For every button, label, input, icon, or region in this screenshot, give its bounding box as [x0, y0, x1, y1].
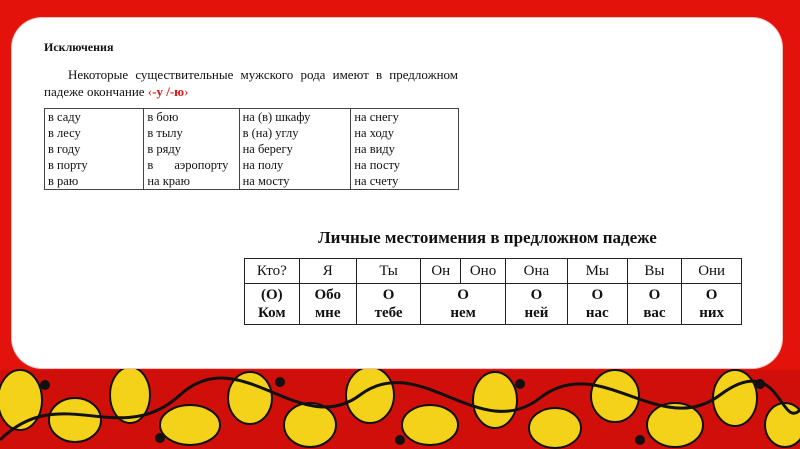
pronouns-title: Личные местоимения в предложном падеже	[318, 228, 657, 247]
table-row	[45, 173, 459, 190]
form-preposition: О	[457, 287, 469, 303]
table-cell: в порту	[45, 157, 144, 173]
form-word: тебе	[374, 305, 403, 321]
form-word: нас	[585, 305, 609, 321]
table-cell: в лесу	[45, 125, 144, 141]
pronoun-form	[299, 284, 356, 325]
pronoun-header: Я	[299, 259, 356, 284]
pronoun-form	[568, 284, 628, 325]
table-cell: на краю	[144, 173, 239, 190]
form-word: них	[699, 305, 725, 321]
table-row	[45, 125, 459, 141]
ending-close-bracket: ›	[184, 84, 189, 99]
table-cell: на счету	[351, 173, 459, 190]
table-cell: на берегу	[239, 141, 351, 157]
table-cell: в раю	[45, 173, 144, 190]
pronoun-form	[505, 284, 567, 325]
form-word: вас	[643, 305, 666, 321]
table-row	[45, 141, 459, 157]
pronoun-header: Он	[421, 259, 461, 284]
pronoun-header: Оно	[461, 259, 506, 284]
table-cell: в (на) углу	[239, 125, 351, 141]
form-word: Ком	[258, 305, 286, 321]
exceptions-table	[44, 108, 459, 190]
form-word: ней	[524, 305, 549, 321]
exceptions-paragraph	[44, 66, 458, 100]
pronoun-header: Мы	[568, 259, 628, 284]
table-cell: в бою	[144, 109, 239, 126]
table-cell: в ряду	[144, 141, 239, 157]
pronoun-header: Они	[682, 259, 742, 284]
form-preposition: О	[382, 287, 395, 303]
table-cell: на мосту	[239, 173, 351, 190]
exceptions-title: Исключения	[44, 40, 114, 54]
form-word: мне	[314, 305, 341, 321]
form-preposition: О	[648, 287, 661, 303]
table-cell: в тылу	[144, 125, 239, 141]
table-cell: на посту	[351, 157, 459, 173]
table-row	[245, 259, 742, 284]
form-preposition: О	[530, 287, 543, 303]
pronoun-form	[682, 284, 742, 325]
pronoun-form	[245, 284, 300, 325]
pronoun-form	[356, 284, 421, 325]
floral-band	[0, 367, 800, 449]
pronoun-header: Вы	[627, 259, 682, 284]
pronouns-table	[244, 258, 742, 325]
table-cell: на (в) шкафу	[239, 109, 351, 126]
form-preposition: О	[705, 287, 718, 303]
form-preposition: О	[591, 287, 604, 303]
ending-open-bracket: ‹	[147, 84, 153, 99]
table-cell: на полу	[239, 157, 351, 173]
pronoun-form	[627, 284, 682, 325]
table-row	[45, 157, 459, 173]
table-cell: на виду	[351, 141, 459, 157]
pronoun-form	[421, 284, 505, 325]
pronoun-header: Ты	[356, 259, 421, 284]
table-row	[45, 109, 459, 126]
table-row	[245, 284, 742, 325]
form-preposition: Обо	[314, 287, 341, 303]
table-cell: на снегу	[351, 109, 459, 126]
table-cell: в году	[45, 141, 144, 157]
table-cell: на ходу	[351, 125, 459, 141]
form-preposition: (О)	[260, 287, 283, 303]
form-word: нем	[450, 305, 476, 321]
paragraph-text: Некоторые существительные мужского рода имеют в предложном падеже окончание	[44, 67, 458, 99]
table-cell: в аэропорту	[144, 157, 239, 173]
table-cell: в саду	[45, 109, 144, 126]
pronoun-header: Она	[505, 259, 567, 284]
ending-highlight: -у /-ю	[152, 84, 185, 99]
pronoun-header: Кто?	[245, 259, 300, 284]
